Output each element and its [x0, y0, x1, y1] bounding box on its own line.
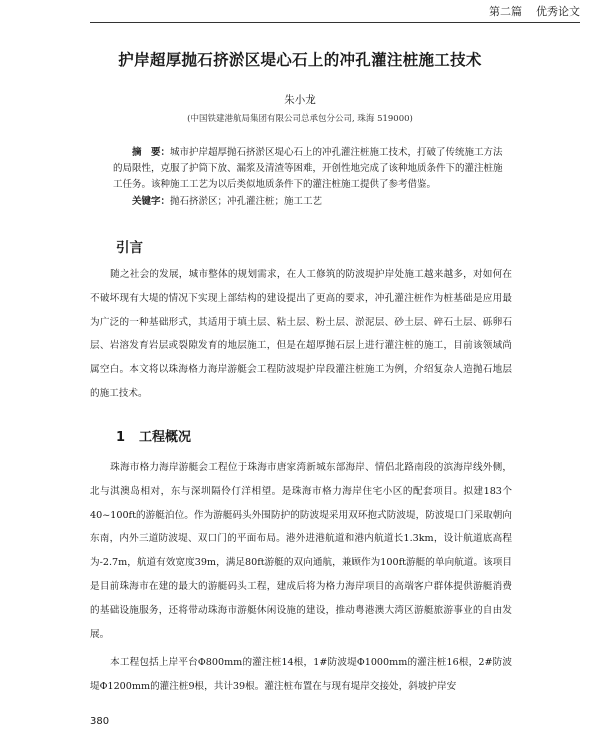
author-name: 朱小龙 — [284, 94, 316, 106]
author-affiliation: (中国铁建港航局集团有限公司总承包分公司, 珠海 519000) — [187, 114, 413, 124]
abstract-text: 城市护岸超厚抛石挤淤区堤心石上的冲孔灌注桩施工技术，打破了传统施工方法的局限性，克服了护筒下放、漏浆及清渣等困难，开创性地完成了该种地质条件下的灌注桩施工任务。该种施工工艺为以后类似地质条件下的灌注桩施工提供了参考借鉴。 — [113, 147, 503, 190]
abstract-label: 摘 要： — [132, 147, 171, 158]
section-heading — [116, 426, 191, 445]
keywords-text: 抛石挤淤区；冲孔灌注桩；施工工艺 — [170, 196, 323, 207]
keywords — [113, 194, 509, 210]
paper-title: 护岸超厚抛石挤淤区堤心石上的冲孔灌注桩施工技术 — [118, 51, 482, 69]
abstract — [113, 145, 509, 193]
running-header — [90, 0, 580, 23]
section-paragraph-2: 本工程包括上岸平台Φ800mm的灌注桩14根，1#防波堤Φ1000mm的灌注桩16根，2#防波堤Φ1200mm的灌注桩9根，共计39根。灌注桩布置在与现有堤岸交接处，斜坡护岸安 — [90, 657, 512, 692]
section-paragraph: 珠海市格力海岸游艇会工程位于珠海市唐家湾新城东部海岸、情侣北路南段的滨海岸线外侧，北与淇澳岛相对，东与深圳隔伶仃洋相望。是珠海市格力海岸住宅小区的配套项目。拟建183个40~100ft的游艇泊位。作为游艇码头外围防护的防波堤采用双环抱式防波堤，防波堤口门采取朝向东南，内外三道防波堤、双口门的平面布局。港外进港航道和港内航道长1.3km，设计航道底高程为-2.7m，航道有效宽度39m，满足80ft游艇的双向通航，兼顾作为100ft游艇的单向航道。该项目是目前珠海市在建的最大的游艇码头工程，建成后将为格力海岸项目的高端客户群体提供游艇消费的基础设施服务，还将带动珠海市游艇休闲设施的建设，推动粤港澳大湾区游艇旅游事业的自由发展。 — [90, 462, 512, 640]
section-title: 工程概况 — [139, 430, 192, 445]
intro-heading: 引言 — [116, 240, 143, 256]
keywords-label: 关键字： — [132, 196, 171, 207]
page-number: 380 — [90, 716, 110, 727]
header-category: 优秀论文 — [536, 5, 580, 18]
section-number: 1 — [116, 430, 126, 445]
intro-paragraph: 随之社会的发展，城市整体的规划需求，在人工修筑的防波堤护岸处施工越来越多，对如何在不破坏现有大堤的情况下实现上部结构的建设提出了更高的要求，冲孔灌注桩作为桩基础是应用最为广泛的一种基础形式，其适用于填土层、粘土层、粉土层、淤泥层、砂土层、碎石土层、砾卵石层、岩溶发育岩层或裂隙发育的地层施工，但是在超厚抛石层上进行灌注桩的施工，目前该领域尚属空白。本文将以珠海格力海岸游艇会工程防波堤护岸段灌注桩施工为例，介绍复杂人造抛石地层的施工技术。 — [90, 269, 512, 399]
header-section: 第二篇 — [489, 5, 522, 18]
